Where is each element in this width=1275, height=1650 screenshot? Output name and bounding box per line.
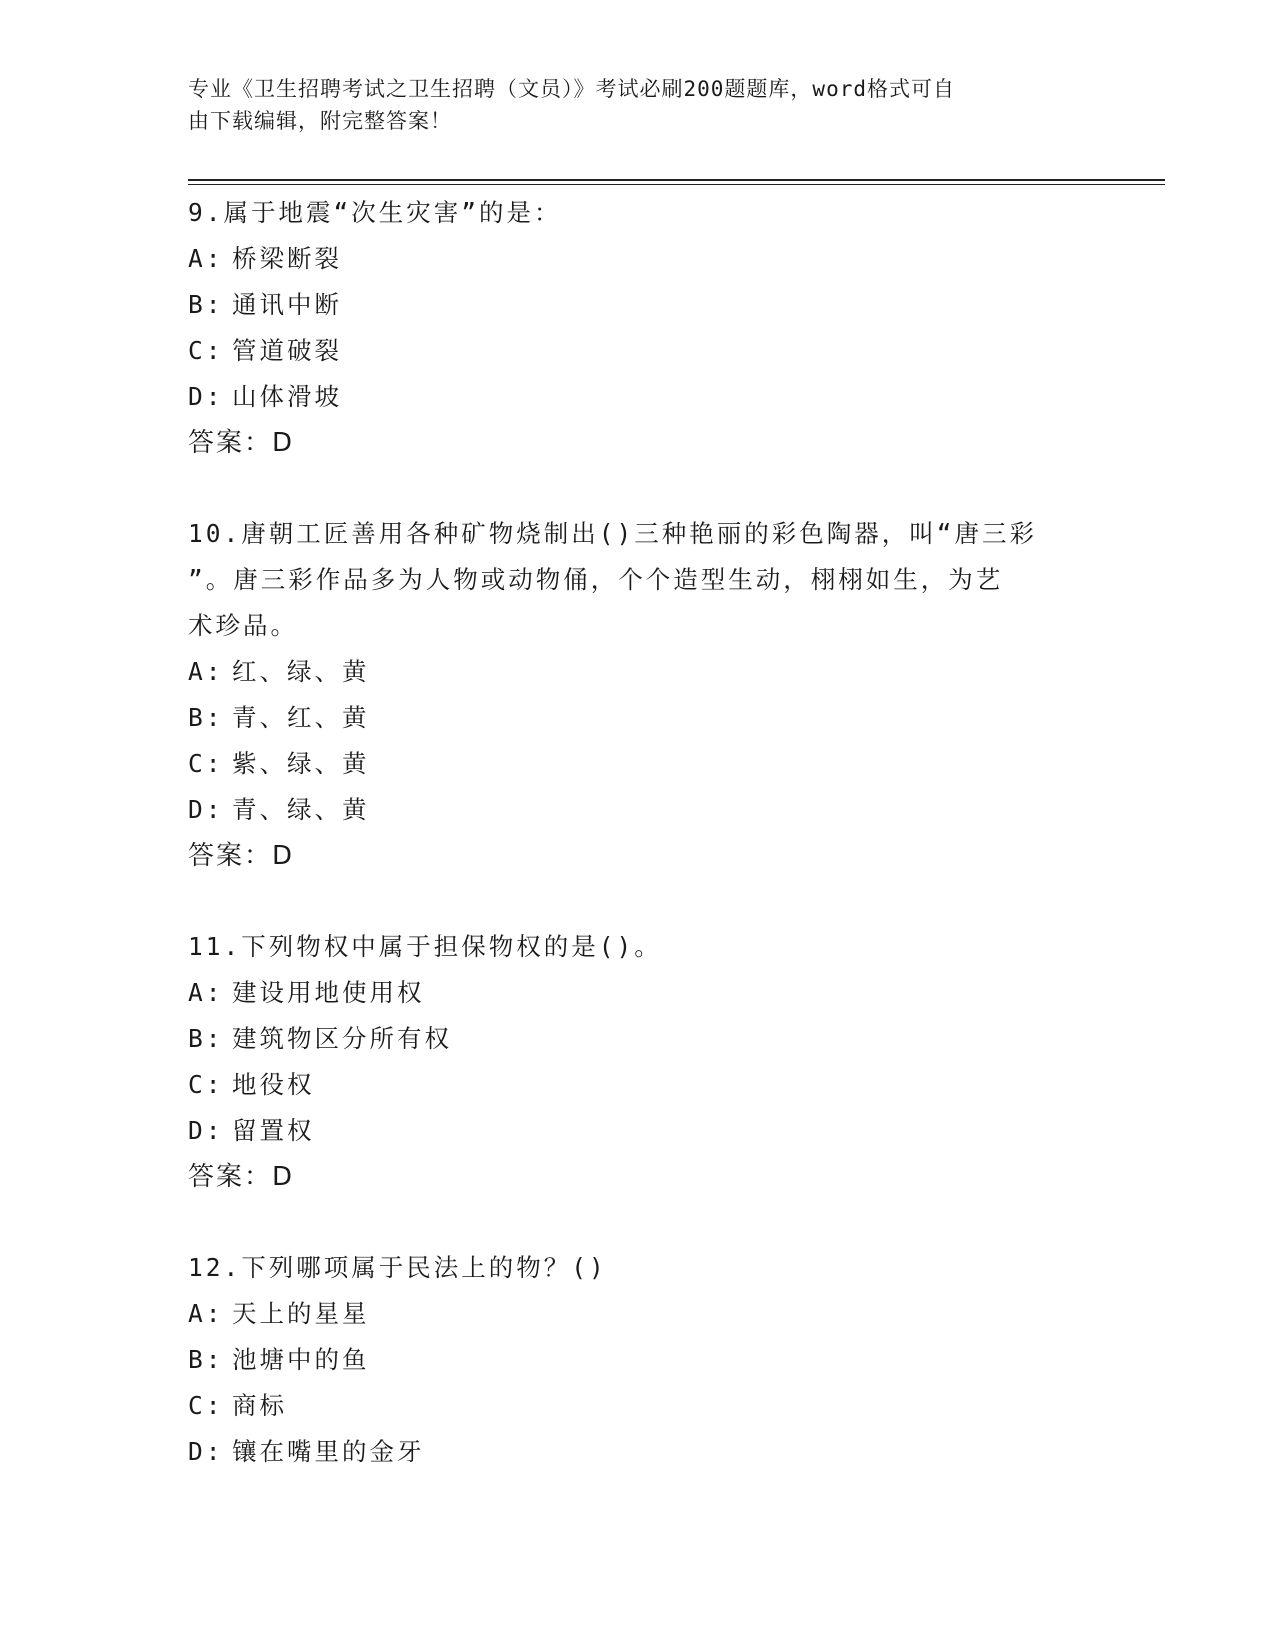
header-divider-thin (188, 184, 1165, 185)
option-letter: C: (188, 336, 224, 365)
option-text: 山体滑坡 (232, 382, 342, 411)
option-letter: B: (188, 290, 224, 319)
option-c (188, 741, 1088, 787)
option-b (188, 1337, 1088, 1383)
option-letter: D: (188, 1437, 224, 1466)
option-letter: A: (188, 978, 224, 1007)
option-letter: D: (188, 382, 224, 411)
option-letter: D: (188, 795, 224, 824)
header-line-2: 由下载编辑，附完整答案！ (188, 109, 452, 133)
option-text: 通讯中断 (232, 290, 342, 319)
question-10 (188, 511, 1088, 879)
option-letter: A: (188, 244, 224, 273)
option-text: 地役权 (232, 1070, 315, 1099)
option-b (188, 282, 1088, 328)
option-c (188, 328, 1088, 374)
option-text: 建筑物区分所有权 (232, 1024, 452, 1053)
option-a (188, 1291, 1088, 1337)
option-d (188, 787, 1088, 833)
option-text: 天上的星星 (232, 1299, 370, 1328)
option-d (188, 374, 1088, 420)
option-a (188, 236, 1088, 282)
option-a (188, 649, 1088, 695)
option-a (188, 970, 1088, 1016)
question-stem: 12.下列哪项属于民法上的物？() (188, 1253, 607, 1282)
option-text: 镶在嘴里的金牙 (232, 1437, 425, 1466)
option-text: 池塘中的鱼 (232, 1345, 370, 1374)
answer-line: 答案：D (188, 841, 295, 871)
option-c (188, 1383, 1088, 1429)
option-letter: B: (188, 1345, 224, 1374)
option-text: 青、红、黄 (232, 703, 370, 732)
option-text: 建设用地使用权 (232, 978, 425, 1007)
question-9 (188, 190, 1088, 466)
option-text: 红、绿、黄 (232, 657, 370, 686)
option-d (188, 1429, 1088, 1475)
option-text: 桥梁断裂 (232, 244, 342, 273)
question-12 (188, 1245, 1088, 1475)
option-b (188, 695, 1088, 741)
option-letter: C: (188, 749, 224, 778)
option-d (188, 1108, 1088, 1154)
option-letter: A: (188, 657, 224, 686)
option-letter: D: (188, 1116, 224, 1145)
option-letter: C: (188, 1391, 224, 1420)
header-divider-thick (188, 179, 1165, 181)
option-letter: B: (188, 703, 224, 732)
option-letter: A: (188, 1299, 224, 1328)
answer-line: 答案：D (188, 1162, 295, 1192)
question-stem: 9.属于地震“次生灾害”的是： (188, 198, 562, 227)
document-header (188, 73, 1068, 137)
option-text: 留置权 (232, 1116, 315, 1145)
question-list (188, 190, 1088, 1520)
option-letter: B: (188, 1024, 224, 1053)
option-text: 商标 (232, 1391, 287, 1420)
option-text: 紫、绿、黄 (232, 749, 370, 778)
question-11 (188, 924, 1088, 1200)
option-text: 青、绿、黄 (232, 795, 370, 824)
answer-line: 答案：D (188, 428, 295, 458)
option-letter: C: (188, 1070, 224, 1099)
option-text: 管道破裂 (232, 336, 342, 365)
question-stem-line-3: 术珍品。 (188, 611, 298, 640)
header-line-1: 专业《卫生招聘考试之卫生招聘（文员）》考试必刷200题题库，word格式可自 (188, 77, 955, 101)
question-stem: 11.下列物权中属于担保物权的是()。 (188, 932, 662, 961)
question-stem-line-2: ”。唐三彩作品多为人物或动物俑，个个造型生动，栩栩如生，为艺 (188, 565, 1004, 594)
question-stem-line-1: 10.唐朝工匠善用各种矿物烧制出()三种艳丽的彩色陶器，叫“唐三彩 (188, 519, 1037, 548)
option-b (188, 1016, 1088, 1062)
option-c (188, 1062, 1088, 1108)
